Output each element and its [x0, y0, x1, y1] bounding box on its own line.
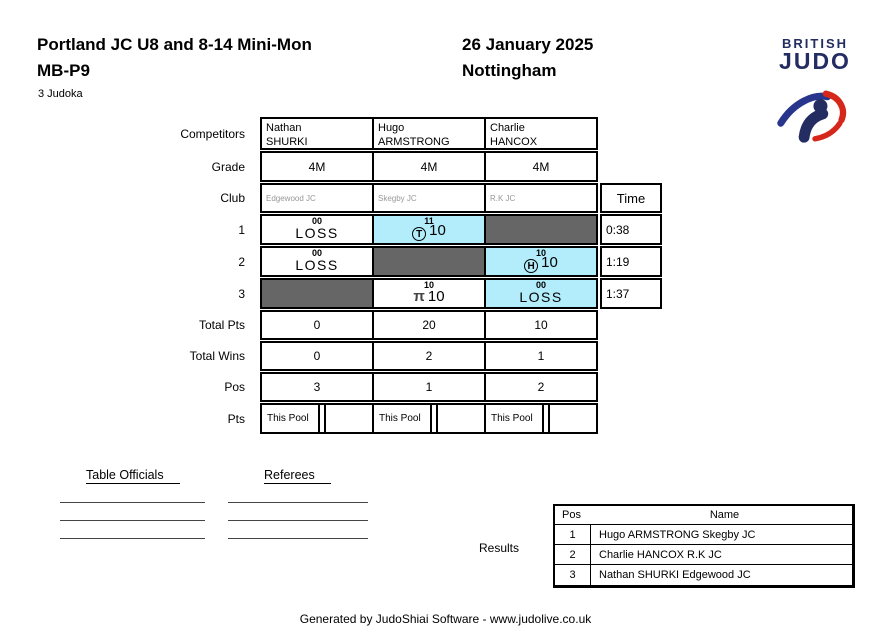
competitor-last-name: ARMSTRONG [378, 136, 450, 148]
club-row [0, 183, 662, 213]
grade-row [0, 151, 662, 182]
total-pts-cell: 20 [372, 310, 486, 340]
this-pool-box: This Pool [262, 405, 320, 432]
club-cell: R.K JC [484, 183, 598, 213]
result-name: Nathan SHURKI Edgewood JC [599, 569, 751, 581]
win-symbol-pi: π [413, 288, 425, 305]
blocked-cell [484, 214, 598, 245]
match-result-cell [260, 214, 374, 245]
match-result-cell [484, 246, 598, 277]
results-row [555, 525, 852, 545]
grade-cell: 4M [484, 151, 598, 182]
competitor-name-cell [484, 117, 598, 150]
competitor-last-name: HANCOX [490, 136, 538, 148]
row-label-competitors: Competitors [180, 126, 245, 141]
pts-empty-box [324, 405, 326, 432]
win-symbol-circled-h: H [524, 259, 538, 273]
pts-cell [484, 403, 598, 434]
match-subscore: 10 [535, 248, 546, 258]
match-time: 1:19 [600, 246, 662, 277]
total-pts-row [0, 310, 662, 340]
competitor-first-name: Charlie [490, 122, 525, 134]
signature-line [228, 502, 368, 503]
row-label-match-2: 2 [238, 254, 245, 269]
referees-heading: Referees [264, 468, 331, 482]
page-title: Portland JC U8 and 8-14 Mini-Mon [37, 35, 312, 54]
judoka-count: 3 Judoka [38, 88, 83, 100]
match-time: 1:37 [600, 278, 662, 309]
signature-line [60, 538, 205, 539]
pos-cell: 1 [372, 372, 486, 402]
competitor-name-cell [260, 117, 374, 150]
total-wins-cell: 1 [484, 341, 598, 371]
row-label-grade: Grade [211, 159, 245, 174]
match-outcome [486, 254, 596, 273]
pts-cell [260, 403, 374, 434]
pts-empty-box [548, 405, 550, 432]
match-subscore: 00 [311, 248, 322, 258]
match-subscore: 11 [424, 216, 434, 226]
grade-cell: 4M [260, 151, 374, 182]
signature-line [228, 520, 368, 521]
british-judo-logo [770, 36, 860, 150]
generator-credit: Generated by JudoShiai Software - www.judolive.co.uk [299, 612, 592, 626]
win-symbol-circled-t: T [412, 227, 426, 241]
match-result-cell [372, 214, 486, 245]
blocked-cell [260, 278, 374, 309]
result-pos: 3 [555, 565, 591, 585]
blocked-cell [372, 246, 486, 277]
match-outcome: LOSS [295, 257, 339, 273]
signature-line [60, 520, 205, 521]
pos-cell: 2 [484, 372, 598, 402]
result-pos: 1 [555, 525, 591, 544]
club-cell: Skegby JC [372, 183, 486, 213]
row-label-total-pts: Total Pts [198, 318, 245, 332]
signature-line [228, 538, 368, 539]
club-cell: Edgewood JC [260, 183, 374, 213]
results-header-row [555, 506, 852, 525]
match-outcome: LOSS [519, 289, 563, 305]
results-label: Results [479, 541, 520, 555]
match-result-cell [372, 278, 486, 309]
match-subscore: 10 [423, 280, 434, 290]
time-column-header: Time [600, 183, 662, 213]
result-name: Hugo ARMSTRONG Skegby JC [599, 528, 756, 541]
match-subscore: 00 [311, 216, 322, 226]
results-name-header: Name [709, 509, 740, 521]
match-outcome [374, 222, 484, 241]
logo-text-british: BRITISH [782, 36, 848, 51]
match-score: 10 [429, 222, 446, 239]
match-outcome: LOSS [295, 225, 339, 241]
competitor-name-cell [372, 117, 486, 150]
event-date: 26 January 2025 [462, 35, 594, 54]
row-label-pos: Pos [224, 380, 245, 394]
table-officials-heading: Table Officials [86, 468, 180, 482]
match-result-cell [484, 278, 598, 309]
category-code: MB-P9 [37, 61, 90, 80]
total-wins-cell: 0 [260, 341, 374, 371]
match-row-3 [0, 278, 662, 309]
match-score: 10 [427, 288, 445, 305]
event-location: Nottingham [462, 61, 557, 80]
match-subscore: 00 [535, 280, 546, 290]
logo-text-judo: JUDO [779, 48, 851, 74]
pos-row [0, 372, 662, 402]
total-wins-row [0, 341, 662, 371]
pts-cell [372, 403, 486, 434]
pts-row [0, 403, 662, 434]
total-pts-cell: 10 [484, 310, 598, 340]
results-row [555, 545, 852, 565]
results-pos-header: Pos [562, 509, 581, 521]
match-score: 10 [541, 254, 558, 271]
match-row-2 [0, 246, 662, 277]
grade-cell: 4M [372, 151, 486, 182]
match-time: 0:38 [600, 214, 662, 245]
this-pool-box: This Pool [374, 405, 432, 432]
row-label-match-1: 1 [238, 222, 245, 237]
match-outcome [374, 288, 484, 305]
row-label-total-wins: Total Wins [189, 349, 245, 363]
pool-table [0, 117, 662, 435]
judo-throw-figure-icon [775, 75, 855, 145]
results-row [555, 565, 852, 585]
total-pts-cell: 0 [260, 310, 374, 340]
result-name: Charlie HANCOX R.K JC [599, 548, 722, 561]
this-pool-box: This Pool [486, 405, 544, 432]
match-row-1 [0, 214, 662, 245]
pts-empty-box [436, 405, 438, 432]
match-result-cell [260, 246, 374, 277]
total-wins-cell: 2 [372, 341, 486, 371]
competitor-last-name: SHURKI [266, 136, 308, 148]
row-label-pts: Pts [227, 411, 245, 426]
pos-cell: 3 [260, 372, 374, 402]
competitors-row [0, 117, 662, 150]
signature-line [60, 502, 205, 503]
result-pos: 2 [555, 545, 591, 564]
competitor-first-name: Nathan [266, 122, 302, 134]
results-table [553, 504, 855, 588]
row-label-club: Club [220, 191, 245, 205]
competitor-first-name: Hugo [378, 122, 405, 134]
row-label-match-3: 3 [238, 286, 245, 301]
